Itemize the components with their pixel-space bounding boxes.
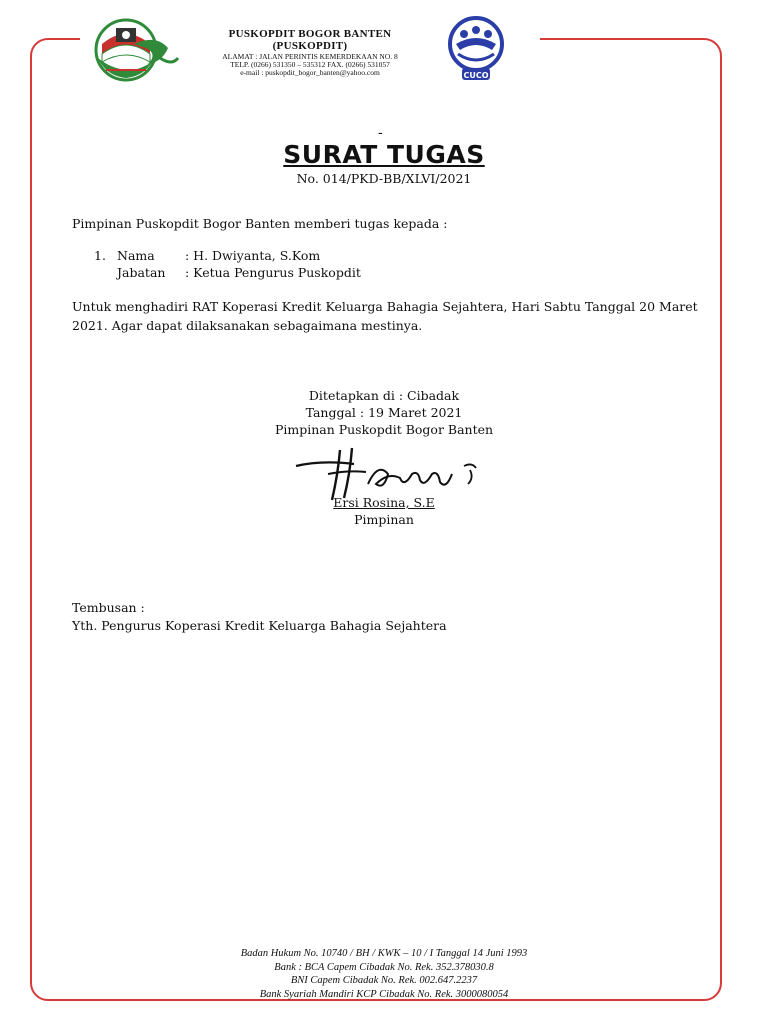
- assignment-paragraph: [72, 297, 712, 335]
- org-email: e-mail : puskopdit_bogor_banten@yahoo.com: [240, 68, 380, 78]
- cuco-logo-text: CUCO: [463, 71, 489, 80]
- copy-recipient: Yth. Pengurus Koperasi Kredit Keluarga Bahagia Sejahtera: [72, 618, 447, 633]
- footer-bank-syariah: Bank Syariah Mandiri KCP Cibadak No. Rek. 3000080054: [259, 988, 509, 1000]
- signer-name: Ersi Rosina, S.E: [333, 495, 435, 510]
- org-address: ALAMAT : JALAN PERINTIS KEMERDEKAAN NO. 8: [222, 51, 398, 61]
- cuco-logo: [440, 14, 512, 84]
- position-value: : Ketua Pengurus Puskopdit: [185, 265, 361, 280]
- footer-bank-bca: Bank : BCA Capem Cibadak No. Rek. 352.378030.8: [274, 961, 494, 973]
- intro-text: Pimpinan Puskopdit Bogor Banten memberi tugas kepada :: [72, 216, 448, 231]
- org-phone: TELP. (0266) 531350 – 535312 FAX. (0266) 531057: [230, 60, 390, 70]
- org-abbreviation: (PUSKOPDIT): [272, 40, 348, 53]
- org-name: PUSKOPDIT BOGOR BANTEN: [228, 28, 392, 40]
- name-value: : H. Dwiyanta, S.Kom: [185, 248, 321, 263]
- footer: [0, 947, 768, 1001]
- signing-office: Pimpinan Puskopdit Bogor Banten: [274, 422, 494, 437]
- position-label: Jabatan: [117, 265, 166, 280]
- paragraph-line-1: Untuk menghadiri RAT Koperasi Kredit Keluarga Bahagia Sejahtera, Hari Sabtu Tanggal 20 Maret: [72, 299, 698, 314]
- footer-legal: Badan Hukum No. 10740 / BH / KWK – 10 / I Tanggal 14 Juni 1993: [240, 948, 528, 959]
- assignee-index: 1.: [94, 248, 106, 263]
- paragraph-line-2: 2021. Agar dapat dilaksanakan sebagaimana mestinya.: [72, 318, 423, 333]
- puskopdit-logo: [86, 14, 186, 84]
- document-title: SURAT TUGAS: [283, 140, 485, 169]
- signer-role: Pimpinan: [354, 512, 414, 527]
- signing-place: Ditetapkan di : Cibadak: [308, 388, 460, 403]
- name-label: Nama: [117, 248, 155, 263]
- title-mark: -: [378, 124, 383, 140]
- document-number: No. 014/PKD-BB/XLVI/2021: [296, 171, 472, 186]
- copy-label: Tembusan :: [72, 600, 145, 615]
- letterhead: [188, 28, 432, 78]
- footer-bank-bni: BNI Capem Cibadak No. Rek. 002.647.2237: [290, 975, 478, 986]
- signing-date: Tanggal : 19 Maret 2021: [305, 405, 463, 420]
